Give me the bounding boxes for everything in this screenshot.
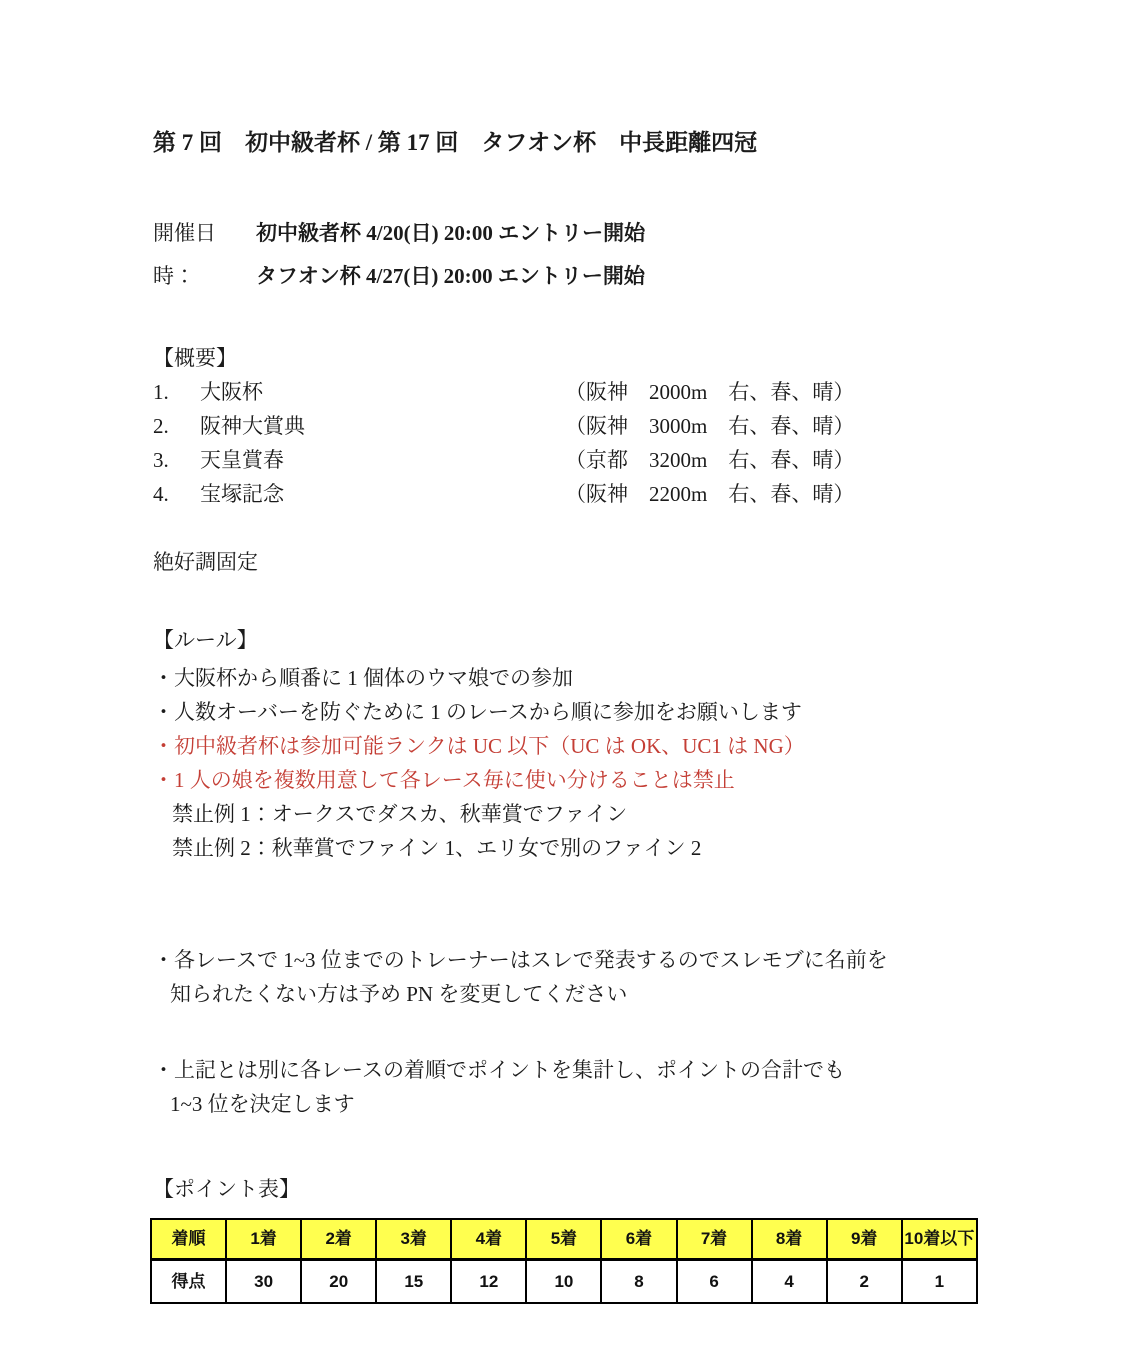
rule-item: ・人数オーバーを防ぐために 1 のレースから順に参加をお願いします — [153, 700, 802, 724]
table-header-cell: 6着 — [601, 1219, 676, 1260]
table-score-cell: 8 — [601, 1260, 676, 1304]
table-header-cell: 10着以下 — [902, 1219, 977, 1260]
table-header-cell: 5着 — [526, 1219, 601, 1260]
rules-section — [153, 623, 993, 865]
race-number: 4. — [153, 482, 169, 506]
points-table — [150, 1218, 978, 1304]
table-score-cell: 1 — [902, 1260, 977, 1304]
note-paragraph — [153, 943, 993, 1011]
race-name: 阪神大賞典 — [200, 414, 305, 438]
table-header-cell: 3着 — [376, 1219, 451, 1260]
note-line: ・上記とは別に各レースの着順でポイントを集計し、ポイントの合計でも — [153, 1058, 845, 1082]
table-score-cell: 2 — [827, 1260, 902, 1304]
note-line-continuation: 1~3 位を決定します — [170, 1092, 355, 1116]
race-row — [153, 409, 993, 443]
table-score-cell: 15 — [376, 1260, 451, 1304]
table-header-cell: 7着 — [677, 1219, 752, 1260]
note-line-continuation: 知られたくない方は予め PN を変更してください — [170, 982, 628, 1006]
schedule-lines — [256, 212, 645, 298]
note-paragraph — [153, 1053, 993, 1121]
table-score-cell: 6 — [677, 1260, 752, 1304]
overview-section — [153, 341, 993, 511]
race-number: 2. — [153, 414, 169, 438]
rule-example: 禁止例 1：オークスでダスカ、秋華賞でファイン — [172, 802, 628, 826]
race-number: 1. — [153, 380, 169, 404]
race-details: （阪神 2000m 右、春、晴） — [565, 380, 855, 404]
table-header-cell: 4着 — [451, 1219, 526, 1260]
rules-heading: 【ルール】 — [153, 628, 258, 652]
points-heading: 【ポイント表】 — [153, 1177, 300, 1201]
table-header-cell: 9着 — [827, 1219, 902, 1260]
rule-item-emphasized: ・初中級者杯は参加可能ランクは UC 以下（UC は OK、UC1 は NG） — [153, 734, 805, 758]
overview-heading: 【概要】 — [153, 346, 237, 370]
table-header-cell: 8着 — [752, 1219, 827, 1260]
rule-item: ・大阪杯から順番に 1 個体のウマ娘での参加 — [153, 666, 573, 690]
note-line: ・各レースで 1~3 位までのトレーナーはスレで発表するのでスレモブに名前を — [153, 948, 888, 972]
table-header-cell: 1着 — [226, 1219, 301, 1260]
race-name: 天皇賞春 — [200, 448, 284, 472]
condition-note: 絶好調固定 — [153, 550, 258, 574]
rule-example: 禁止例 2：秋華賞でファイン 1、エリ女で別のファイン 2 — [172, 836, 702, 860]
schedule-block — [153, 212, 993, 298]
schedule-label: 開催日時： — [153, 221, 216, 288]
table-score-cell: 得点 — [151, 1260, 226, 1304]
table-score-cell: 30 — [226, 1260, 301, 1304]
race-details: （阪神 3000m 右、春、晴） — [565, 414, 855, 438]
points-section — [153, 1172, 993, 1304]
table-score-cell: 12 — [451, 1260, 526, 1304]
race-row — [153, 443, 993, 477]
points-table-score-row — [151, 1260, 977, 1304]
race-details: （京都 3200m 右、春、晴） — [565, 448, 855, 472]
table-score-cell: 20 — [301, 1260, 376, 1304]
race-row — [153, 375, 993, 409]
race-name: 宝塚記念 — [200, 482, 284, 506]
schedule-line-1: 初中級者杯 4/20(日) 20:00 エントリー開始 — [256, 221, 646, 245]
table-header-cell: 着順 — [151, 1219, 226, 1260]
race-name: 大阪杯 — [200, 380, 263, 404]
table-header-cell: 2着 — [301, 1219, 376, 1260]
schedule-line-2: タフオン杯 4/27(日) 20:00 エントリー開始 — [256, 264, 645, 288]
points-table-header-row — [151, 1219, 977, 1260]
table-score-cell: 4 — [752, 1260, 827, 1304]
race-row — [153, 477, 993, 511]
table-score-cell: 10 — [526, 1260, 601, 1304]
rule-item-emphasized: ・1 人の娘を複数用意して各レース毎に使い分けることは禁止 — [153, 768, 735, 792]
document-title: 第 7 回 初中級者杯 / 第 17 回 タフオン杯 中長距離四冠 — [153, 130, 758, 155]
race-number: 3. — [153, 448, 169, 472]
race-details: （阪神 2200m 右、春、晴） — [565, 482, 855, 506]
